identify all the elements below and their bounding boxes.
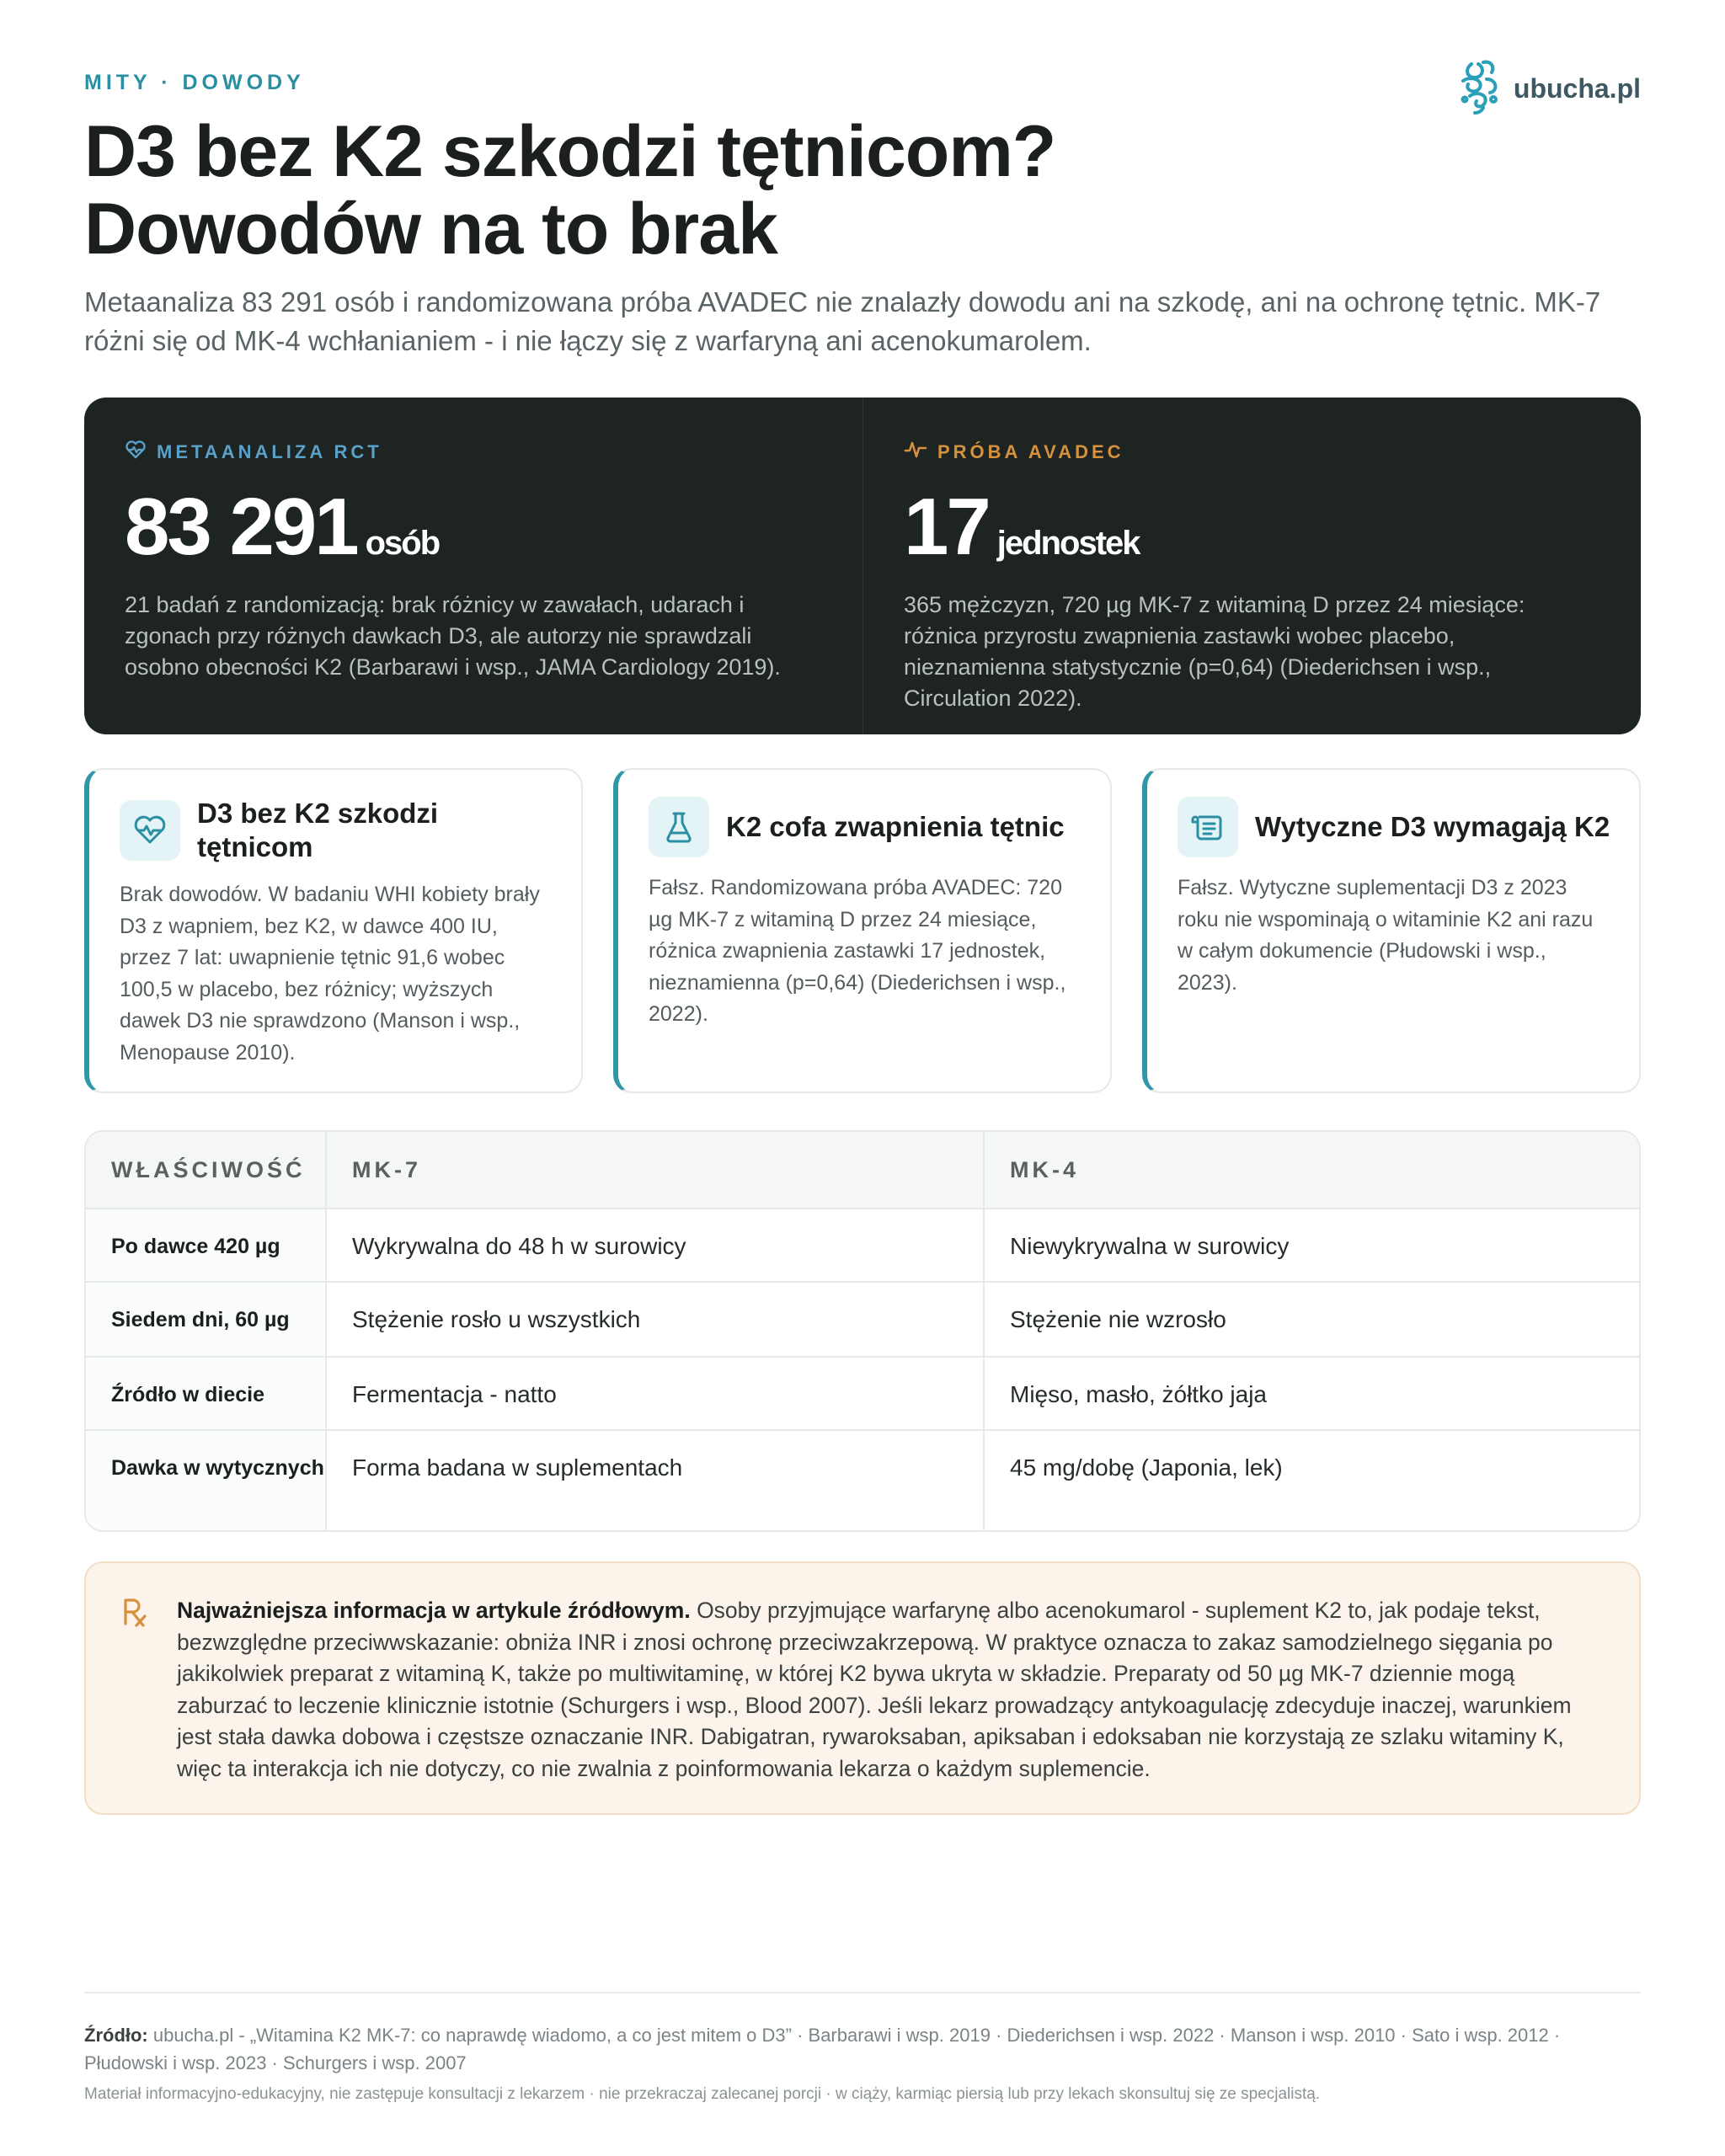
card-title: D3 bez K2 szkodzi tętnicom [197,798,439,862]
table-cell: Siedem dni, 60 µg [86,1283,327,1356]
page-title [84,113,1348,268]
page-subtitle: Metaanaliza 83 291 osób i randomizowana próba AVADEC nie znalazły dowodu ani na szkodę, ani na ochronę tętnic. MK-7 różni się od MK-4 wchłanianiem - i nie łączy się z warfaryną ani acenokumarolem. [84,286,1601,356]
stat-metaanalysis [84,398,862,734]
stat-value [904,482,1600,572]
title-line-1: D3 bez K2 szkodzi tętnicom? [84,111,1056,192]
stat-label: PRÓBA AVADEC [904,440,1600,465]
note-text [177,1595,1605,1813]
eyebrow-label: MITY · DOWODY [84,71,305,94]
card-title: K2 cofa zwapnienia tętnic [726,811,1065,842]
comparison-table [84,1130,1641,1532]
table-cell: Mięso, masło, żółtko jaja [1010,1381,1268,1407]
card-text: Brak dowodów. W badaniu WHI kobiety brały D3 z wapniem, bez K2, w dawce 400 IU, przez 7 lat: uwapnienie tętnic 91,6 wobec 100,5 w placebo, bez różnicy; wyższych dawek D3 nie sprawdzono (Manson i wsp., Menopause 2010). [120,883,540,1065]
title-line-2: Dowodów na to brak [84,189,777,270]
note-heading: Najważniejsza informacja w artykule źródłowym. [177,1598,691,1623]
heart-pulse-icon [120,800,180,861]
scroll-icon [1178,797,1238,857]
myth-card-k2-reverses [613,768,1112,1093]
footer-sources [84,2021,1641,2077]
table-header-cell: MK-4 [1010,1156,1079,1182]
brand-logo[interactable] [1458,57,1641,120]
table-row [86,1356,1639,1429]
table-cell: Po dawce 420 µg [86,1209,327,1281]
heart-pulse-icon [125,440,147,465]
source-text: ubucha.pl - „Witamina K2 MK-7: co naprawdę wiadomo, a co jest mitem o D3” · Barbarawi i wsp. 2019 · Diederichsen i wsp. 2022 · Manson i wsp. 2010 · Sato i wsp. 2012 · Płudowski i wsp. 2023 · Schurgers i wsp. 2007 [84,2025,1561,2073]
stat-number: 83 291 [125,482,357,572]
table-cell: Źródło w diecie [86,1358,327,1429]
myth-card-d3-without-k2 [84,768,583,1093]
table-cell: Stężenie rosło u wszystkich [327,1283,985,1356]
stat-unit: osób [365,525,440,562]
stat-avadec [862,398,1641,734]
footer-divider [84,1992,1641,1993]
footer-disclaimer: Materiał informacyjno-edukacyjny, nie zastępuje konsultacji z lekarzem · nie przekraczaj zalecanej porcji · w ciąży, karmiąc piersią lub przy lekach skonsultuj się ze specjalistą. [84,2085,1321,2103]
activity-icon [904,440,927,465]
stat-value [125,482,822,572]
stat-number: 17 [904,482,989,572]
kombucha-logo-icon [1458,57,1502,120]
flask-icon [649,797,709,857]
brand-name: ubucha.pl [1513,73,1641,104]
table-cell: Dawka w wytycznych [86,1431,327,1530]
stat-description: 365 mężczyzn, 720 µg MK-7 z witaminą D przez 24 miesiące: różnica przyrostu zwapnienia zastawki wobec placebo, nieznamienna statystycznie (p=0,64) (Diederichsen i wsp., Circulation 2022). [904,592,1525,711]
table-cell: Stężenie nie wzrosło [1010,1306,1226,1332]
table-row [86,1429,1639,1530]
table-row [86,1208,1639,1281]
myth-cards [84,768,1641,1093]
stat-description: 21 badań z randomizacją: brak różnicy w zawałach, udarach i zgonach przy różnych dawkach D3, ale autorzy nie sprawdzali osobno obecności K2 (Barbarawi i wsp., JAMA Cardiology 2019). [125,592,781,680]
table-cell: Niewykrywalna w surowicy [1010,1233,1290,1259]
table-header-cell: WŁAŚCIWOŚĆ [86,1132,327,1208]
table-cell: Forma badana w suplementach [327,1431,985,1530]
card-title: Wytyczne D3 wymagają K2 [1255,811,1610,842]
card-text: Fałsz. Randomizowana próba AVADEC: 720 µg MK-7 z witaminą D przez 24 miesiące, różnica zwapnienia zastawki 17 jednostek, nieznamienna (p=0,64) (Diederichsen i wsp., 2022). [649,876,1066,1026]
table-header-cell: MK-7 [327,1132,985,1208]
note-body: Osoby przyjmujące warfarynę albo acenokumarol - suplement K2 to, jak podaje tekst, bezwzględne przeciwwskazanie: obniża INR i znosi ochronę przeciwzakrzepową. W praktyce oznacza to zakaz samodzielnego sięgania po jakikolwiek preparat z witaminą K, także po multiwitaminę, w której K2 bywa ukryta w składzie. Preparaty od 50 µg MK-7 dziennie mogą zaburzać to leczenie klinicznie istotnie (Schurgers i wsp., Blood 2007). Jeśli lekarz prowadzący antykoagulację zdecyduje inaczej, warunkiem jest stała dawka dobowa i częstsze oznaczanie INR. Dabigatran, rywaroksaban, apiksaban i edoksaban nie korzystają ze szlaku witaminy K, więc ta interakcja ich nie dotyczy, co nie zwalnia z poinformowania lekarza o każdym suplemencie. [177,1598,1572,1781]
table-header-row [86,1132,1639,1208]
card-text: Fałsz. Wytyczne suplementacji D3 z 2023 roku nie wspominają o witaminie K2 ani razu w całym dokumencie (Płudowski i wsp., 2023). [1178,876,1594,995]
table-cell: Wykrywalna do 48 h w surowicy [327,1209,985,1281]
stats-panel [84,398,1641,734]
rx-icon [121,1595,153,1813]
table-row [86,1281,1639,1356]
stat-label: METAANALIZA RCT [125,440,822,465]
table-cell: Fermentacja - natto [327,1358,985,1429]
source-label: Źródło: [84,2025,148,2046]
warning-note [84,1561,1641,1815]
myth-card-guidelines [1142,768,1641,1093]
stat-unit: jednostek [996,525,1140,562]
table-cell: 45 mg/dobę (Japonia, lek) [1010,1454,1283,1481]
